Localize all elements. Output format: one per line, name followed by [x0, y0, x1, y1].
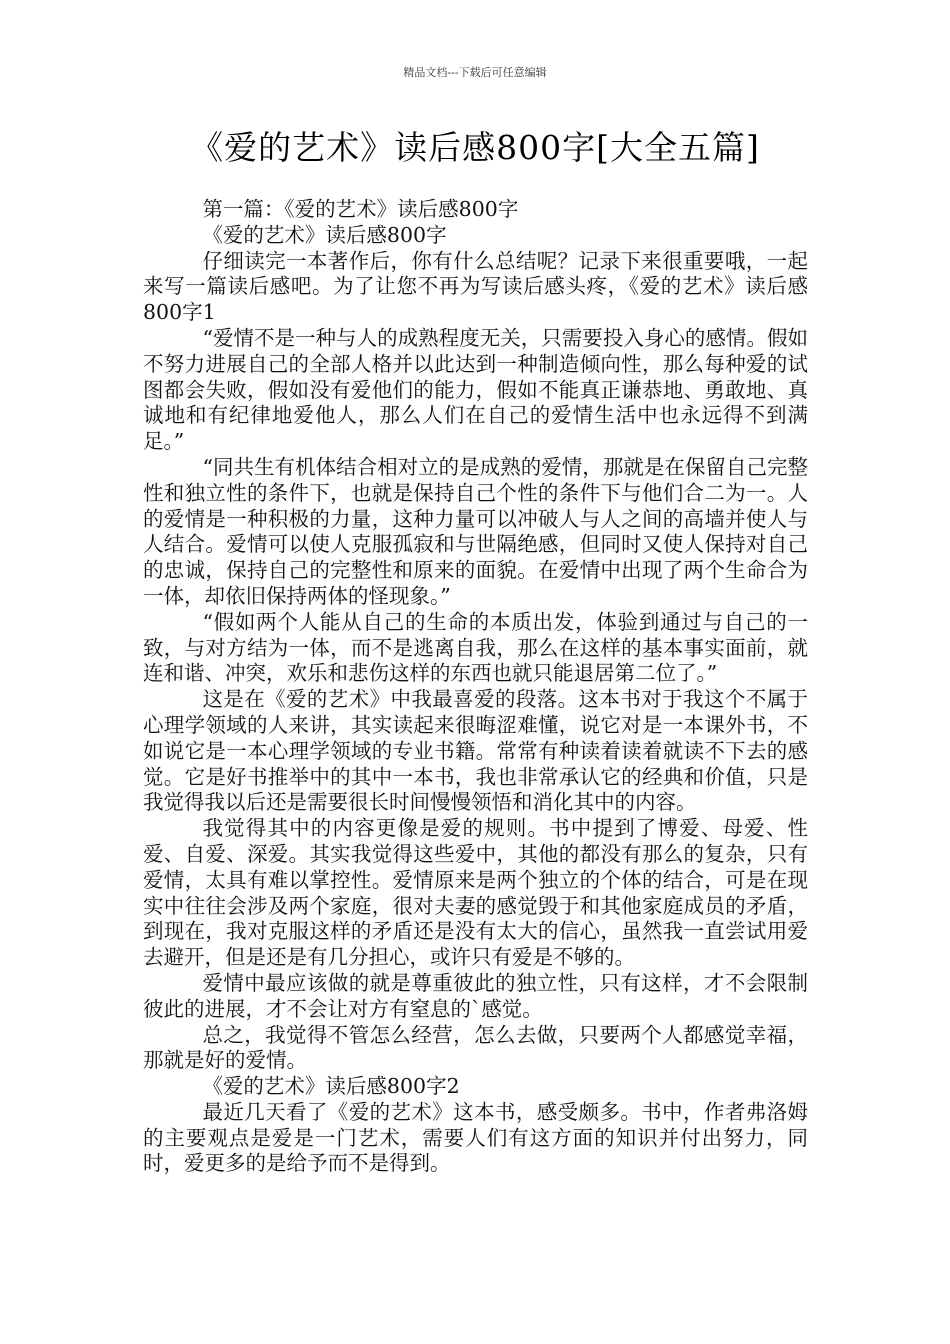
document-title: 《爱的艺术》读后感800字[大全五篇]	[190, 128, 760, 167]
paragraph: 《爱的艺术》读后感800字	[202, 222, 447, 247]
header-note: 精品文档---下载后可任意编辑	[403, 66, 547, 79]
paragraph: “假如两个人能从自己的生命的本质出发，体验到通过与自己的一致，与对方结为一体，而不是逃离自我，那么在这样的基本事实面前，就连和谐、冲突，欢乐和悲伤这样的东西也就只能退居第二位了。”	[143, 609, 808, 686]
paragraph: “同共生有机体结合相对立的是成熟的爱情，那就是在保留自己完整性和独立性的条件下，也就是保持自己个性的条件下与他们合二为一。人的爱情是一种积极的力量，这种力量可以冲破人与人之间的高墙并使人与人结合。爱情可以使人克服孤寂和与世隔绝感，但同时又使人保持对自己的忠诚，保持自己的完整性和原来的面貌。在爱情中出现了两个生命合为一体，却依旧保持两体的怪现象。”	[143, 454, 808, 608]
paragraph: 最近几天看了《爱的艺术》这本书，感受颇多。书中，作者弗洛姆的主要观点是爱是一门艺术，需要人们有这方面的知识并付出努力，同时，爱更多的是给予而不是得到。	[143, 1099, 808, 1176]
paragraph: 我觉得其中的内容更像是爱的规则。书中提到了博爱、母爱、性爱、自爱、深爱。其实我觉得这些爱中，其他的都没有那么的复杂，只有爱情，太具有难以掌控性。爱情原来是两个独立的个体的结合，可是在现实中往往会涉及两个家庭，很对夫妻的感觉毁于和其他家庭成员的矛盾，到现在，我对克服这样的矛盾还是没有太大的信心，虽然我一直尝试用爱去避开，但是还是有几分担心，或许只有爱是不够的。	[143, 816, 808, 970]
paragraph: 第一篇：《爱的艺术》读后感800字	[202, 197, 519, 221]
paragraph: 仔细读完一本著作后，你有什么总结呢？记录下来很重要哦，一起来写一篇读后感吧。为了让您不再为写读后感头疼，《爱的艺术》读后感800字1	[143, 248, 808, 325]
document-body	[143, 197, 808, 1177]
paragraph: 爱情中最应该做的就是尊重彼此的独立性，只有这样，才不会限制彼此的进展，才不会让对方有窒息的`感觉。	[143, 970, 808, 1021]
paragraph: 总之，我觉得不管怎么经营，怎么去做，只要两个人都感觉幸福，那就是好的爱情。	[143, 1022, 808, 1073]
paragraph: 这是在《爱的艺术》中我最喜爱的段落。这本书对于我这个不属于心理学领域的人来讲，其实读起来很晦涩难懂，说它对是一本课外书，不如说它是一本心理学领域的专业书籍。常常有种读着读着就读不下去的感觉。它是好书推举中的其中一本书，我也非常承认它的经典和价值，只是我觉得我以后还是需要很长时间慢慢领悟和消化其中的内容。	[143, 687, 808, 815]
paragraph: “爱情不是一种与人的成熟程度无关，只需要投入身心的感情。假如不努力进展自己的全部人格并以此达到一种制造倾向性，那么每种爱的试图都会失败，假如没有爱他们的能力，假如不能真正谦恭地、勇敢地、真诚地和有纪律地爱他人，那么人们在自己的爱情生活中也永远得不到满足。”	[143, 325, 808, 454]
paragraph: 《爱的艺术》读后感800字2	[202, 1074, 460, 1099]
